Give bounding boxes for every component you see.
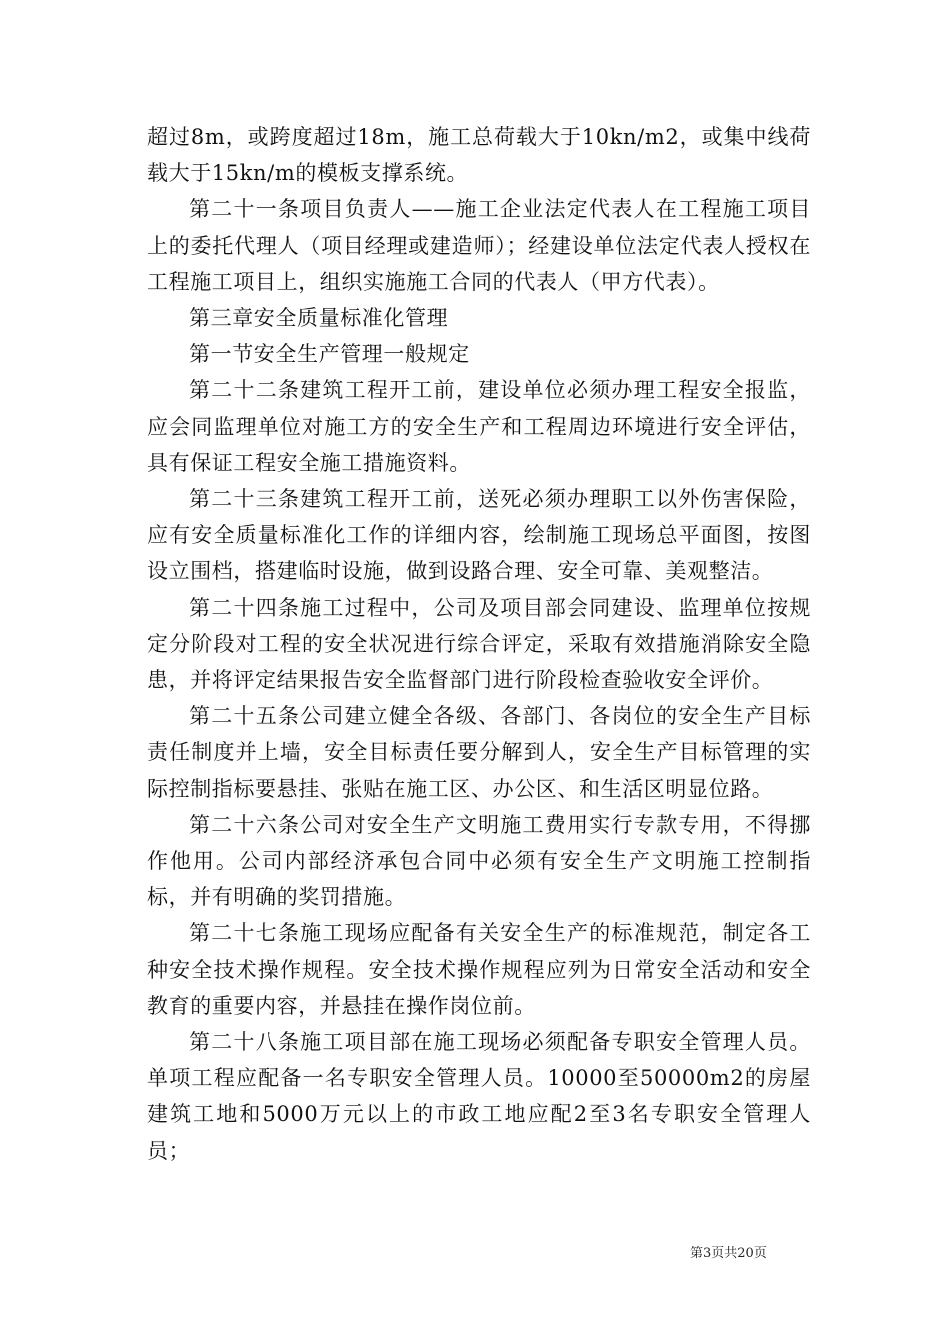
paragraph-continued: 超过8m，或跨度超过18m，施工总荷载大于10kn/m2，或集中线荷载大于15kn/m的模板支撑系统。 bbox=[147, 125, 811, 186]
paragraph-article-25: 第二十五条公司建立健全各级、各部门、各岗位的安全生产目标责任制度并上墙，安全目标责任要分解到人，安全生产目标管理的实际控制指标要悬挂、张贴在施工区、办公区、和生活区明显位路。 bbox=[147, 704, 811, 801]
paragraph-article-24: 第二十四条施工过程中，公司及项目部会同建设、监理单位按规定分阶段对工程的安全状况进行综合评定，采取有效措施消除安全隐患，并将评定结果报告安全监督部门进行阶段检查验收安全评价。 bbox=[147, 595, 811, 693]
paragraph-article-23: 第二十三条建筑工程开工前，送死必须办理职工以外伤害保险，应有安全质量标准化工作的详细内容，绘制施工现场总平面图，按图设立围档，搭建临时设施，做到设路合理、安全可靠、美观整洁。 bbox=[147, 487, 811, 584]
paragraph-article-21: 第二十一条项目负责人——施工企业法定代表人在工程施工项目上的委托代理人（项目经理或建造师）；经建设单位法定代表人授权在工程施工项目上，组织实施施工合同的代表人（甲方代表）。 bbox=[147, 197, 811, 294]
page-number-footer: 第3页共20页 bbox=[690, 1246, 767, 1261]
section-heading: 第一节安全生产管理一般规定 bbox=[189, 342, 470, 367]
paragraph-article-28: 第二十八条施工项目部在施工现场必须配备专职安全管理人员。单项工程应配备一名专职安全管理人员。10000至50000m2的房屋建筑工地和5000万元以上的市政工地应配2至3名专职安全管理人员； bbox=[147, 1030, 811, 1163]
chapter-heading: 第三章安全质量标准化管理 bbox=[189, 306, 449, 331]
paragraph-article-27: 第二十七条施工现场应配备有关安全生产的标准规范，制定各工种安全技术操作规程。安全技术操作规程应列为日常安全活动和安全教育的重要内容，并悬挂在操作岗位前。 bbox=[147, 921, 811, 1018]
paragraph-article-26: 第二十六条公司对安全生产文明施工费用实行专款专用，不得挪作他用。公司内部经济承包合同中必须有安全生产文明施工控制指标，并有明确的奖罚措施。 bbox=[147, 812, 811, 910]
document-body bbox=[147, 119, 811, 1169]
paragraph-article-22: 第二十二条建筑工程开工前，建设单位必须办理工程安全报监，应会同监理单位对施工方的安全生产和工程周边环境进行安全评估，具有保证工程安全施工措施资料。 bbox=[147, 378, 811, 475]
